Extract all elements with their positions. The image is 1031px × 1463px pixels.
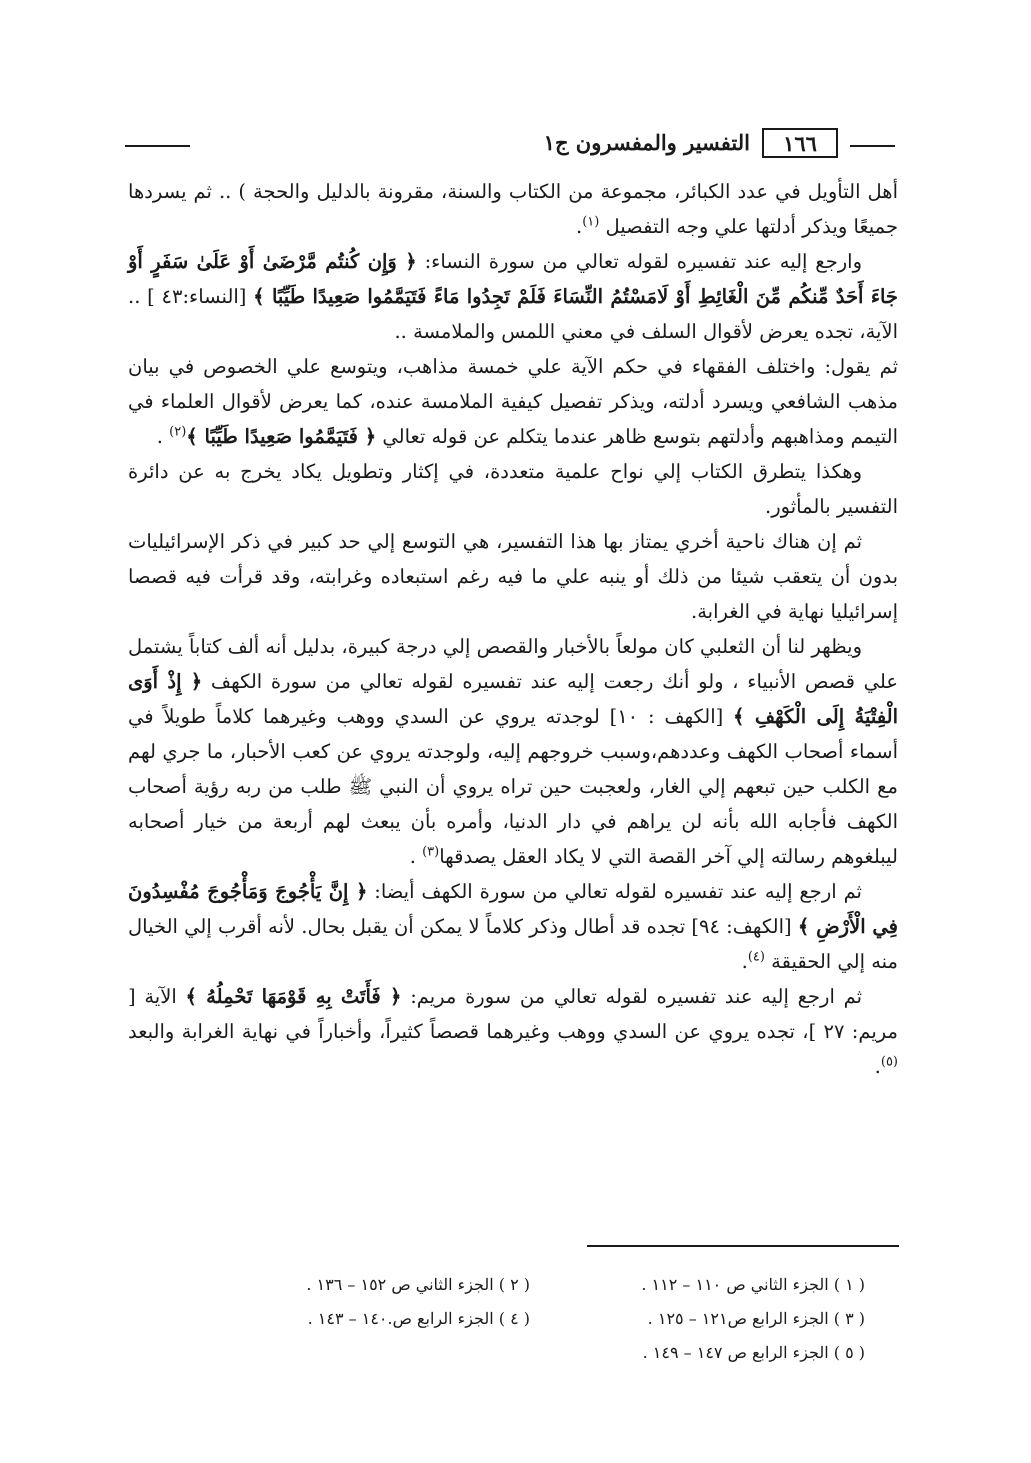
paragraph-8: [128, 979, 898, 1084]
footnote-1: ( ١ ) الجزء الثاني ص ١١٠ – ١١٢ .: [641, 1275, 865, 1294]
footnote-ref-3: (٣): [422, 844, 440, 860]
footnote-4: ( ٤ ) الجزء الرابع ص.١٤٠ – ١٤٣ .: [307, 1309, 530, 1328]
paragraph-tail: .: [575, 215, 583, 238]
footnote-5: ( ٥ ) الجزء الرابع ص ١٤٧ – ١٤٩ .: [642, 1343, 865, 1362]
quran-verse: ﴿ وَإِن كُنتُم مَّرْضَىٰ أَوْ عَلَىٰ سَفَرٍ أَوْ جَاءَ أَحَدٌ مِّنكُم مِّنَ الْغَائِطِ أَوْ لَامَسْتُمُ النِّسَاءَ فَلَمْ تَجِدُوا مَاءً فَتَيَمَّمُوا صَعِيدًا طَيِّبًا ﴾: [128, 250, 898, 308]
paragraph-tail: .: [409, 845, 423, 868]
running-title: التفسير والمفسرون ج١: [543, 130, 750, 155]
paragraph-text: ثم ارجع إليه عند تفسيره لقوله تعالي من سورة الكهف أيضا:: [367, 880, 862, 903]
footnote-2: ( ٢ ) الجزء الثاني ص ١٥٢ – ١٣٦ .: [306, 1275, 530, 1294]
footnote-row: [195, 1268, 865, 1302]
footnote-3: ( ٣ ) الجزء الرابع ص١٢١ – ١٢٥ .: [647, 1309, 865, 1328]
paragraph-text: ويظهر لنا أن الثعلبي كان مولعاً بالأخبار والقصص إلي درجة كبيرة، بدليل أنه ألف كتاباً يشتمل علي قصص الأنبياء ، ولو أنك رجعت إليه عند تفسيره لقوله تعالي من سورة الكهف: [128, 635, 899, 693]
footnote-ref-1: (١): [582, 214, 600, 230]
paragraph-text: [الكهف : ١٠] لوجدته يروي عن السدي ووهب وغيرهما كلاماً طويلاً في أسماء أصحاب الكهف وعددهم،وسبب خروجهم إليه، ولوجدته يروي عن كعب الأحبار، ما جري لهم مع الكلب حين تبعهم إلي الغار، ولعجبت حين تراه يروي أن النبي ﷺ طلب من ربه رؤية أصحاب الكهف فأجابه الله بأنه لن يراهم في دار الدنيا، وأمره بأن يبعث لهم أربعة من خيار أصحابه ليبلغوهم رسالته إلي آخر القصة التي لا يكاد العقل يصدقها: [128, 705, 898, 868]
quran-verse: ﴿ فَأَتَتْ بِهِ قَوْمَهَا تَحْمِلُهُ ﴾: [185, 985, 402, 1008]
paragraph-tail: .: [156, 425, 170, 448]
header-rule-left: [125, 145, 190, 147]
page-header: [125, 128, 895, 164]
paragraph-text: [الكهف: ٩٤] تجده قد أطال وذكر كلاماً لا يمكن أن يقبل بحال. لأنه أقرب إلي الخيال منه إلي الحقيقة: [128, 915, 898, 973]
quran-verse: ﴿ إِنَّ يَأْجُوجَ وَمَأْجُوجَ مُفْسِدُونَ فِي الْأَرْضِ ﴾: [128, 880, 898, 938]
paragraph-6: [128, 629, 898, 874]
paragraph-4: [128, 454, 898, 524]
quran-verse: ﴿ إِذْ أَوَى الْفِتْيَةُ إِلَى الْكَهْفِ ﴾: [128, 670, 898, 728]
paragraph-5: [128, 524, 898, 629]
paragraph-3: [128, 349, 898, 454]
footnote-row: [195, 1302, 865, 1336]
header-rule-right: [850, 145, 895, 147]
footnote-separator: [587, 1245, 899, 1247]
footnote-row: [195, 1336, 865, 1370]
paragraph-text: ثم إن هناك ناحية أخري يمتاز بها هذا التفسير، هي التوسع إلي حد كبير في ذكر الإسرائيليات بدون أن يتعقب شيئا من ذلك أو ينبه علي ما فيه رغم استبعاده وغرابته، وقد قرأت فيه قصصا إسرائيليا نهاية في الغرابة.: [128, 530, 898, 623]
footnote-ref-2: (٢): [169, 424, 187, 440]
footnote-ref-5: (٥): [880, 1054, 898, 1070]
paragraph-text: وارجع إليه عند تفسيره لقوله تعالي من سورة النساء:: [416, 250, 862, 273]
paragraph-text: ثم يقول: واختلف الفقهاء في حكم الآية علي خمسة مذاهب، ويتوسع علي الخصوص في بيان مذهب الشافعي ويسرد أدلته، ويذكر تفصيل كيفية الملامسة عنده، كما يعرض لأقوال العلماء في التيمم ومذاهبهم وأدلتهم بتوسع ظاهر عندما يتكلم عن قوله تعالي: [128, 355, 898, 448]
paragraph-text: الآية [ مريم: ٢٧ ]، تجده يروي عن السدي ووهب وغيرهما قصصاً كثيراً، وأخباراً في نهاية الغرابة والبعد: [128, 985, 898, 1043]
paragraph-tail: .: [874, 1055, 881, 1078]
paragraph-1: [128, 174, 898, 244]
paragraph-tail: .: [741, 950, 748, 973]
quran-verse: ﴿ فَتَيَمَّمُوا صَعِيدًا طَيِّبًا ﴾: [186, 425, 377, 448]
paragraph-text: ثم ارجع إليه عند تفسيره لقوله تعالي من سورة مريم:: [401, 985, 862, 1008]
page-number: ١٦٦: [762, 128, 838, 158]
paragraph-7: [128, 874, 898, 979]
paragraph-text: [النساء:٤٣ ] .. الآية، تجده يعرض لأقوال السلف في معني اللمس والملامسة ..: [128, 285, 898, 343]
footnote-ref-4: (٤): [747, 949, 765, 965]
body-text: [128, 174, 898, 1084]
paragraph-2: [128, 244, 898, 349]
paragraph-text: أهل التأويل في عدد الكبائر، مجموعة من الكتاب والسنة، مقرونة بالدليل والحجة ) .. ثم يسردها جميعًا ويذكر أدلتها علي وجه التفصيل: [128, 180, 898, 238]
paragraph-text: وهكذا يتطرق الكتاب إلي نواح علمية متعددة، في إكثار وتطويل يكاد يخرج به عن دائرة التفسير بالمأثور.: [128, 460, 898, 518]
footnotes: [195, 1268, 865, 1370]
